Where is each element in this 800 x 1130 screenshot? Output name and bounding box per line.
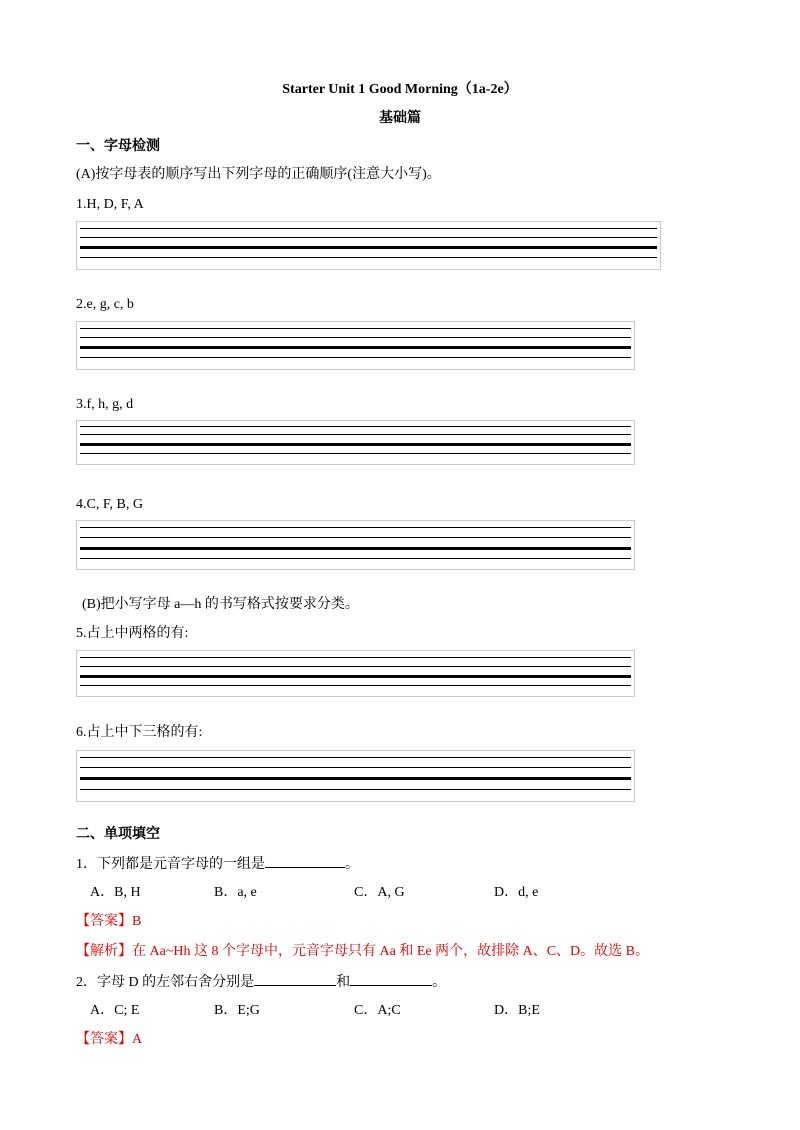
writing-lines-6[interactable] [76, 750, 635, 802]
section2-heading: 二、单项填空 [76, 827, 160, 842]
writing-line [80, 337, 631, 338]
answer-blank-left[interactable] [254, 973, 336, 986]
writing-line [80, 453, 631, 454]
question-6-prompt: 6.占上中下三格的有: [76, 725, 203, 740]
writing-line [80, 257, 657, 258]
answer-blank-right[interactable] [350, 973, 432, 986]
mc-question-2-stem-mid: 和 [336, 975, 351, 990]
option-b[interactable]: B．a, e [214, 885, 257, 900]
part-a-instruction: (A)按字母表的顺序写出下列字母的正确顺序(注意大小写)。 [76, 167, 441, 182]
option-c[interactable]: C．A;C [354, 1003, 401, 1018]
question-3-prompt: 3.f, h, g, d [76, 397, 134, 412]
mc-question-1 [76, 855, 359, 874]
question-4-prompt: 4.C, F, B, G [76, 497, 143, 512]
writing-line [80, 537, 631, 538]
writing-lines-5[interactable] [76, 650, 635, 697]
document-subtitle: 基础篇 [379, 111, 421, 126]
option-d[interactable]: D．d, e [494, 885, 539, 900]
writing-lines-3[interactable] [76, 420, 635, 465]
option-c[interactable]: C．A, G [354, 885, 405, 900]
writing-line [80, 426, 631, 427]
writing-lines-4[interactable] [76, 520, 635, 570]
writing-line [80, 434, 631, 435]
part-b-instruction: (B)把小写字母 a—h 的书写格式按要求分类。 [82, 597, 359, 612]
writing-line [80, 757, 631, 758]
writing-line [80, 657, 631, 658]
question-1-prompt: 1.H, D, F, A [76, 197, 144, 212]
mc-question-2-stem-end: 。 [432, 975, 447, 990]
writing-line [80, 685, 631, 686]
mc-question-1-stem: 1．下列都是元音字母的一组是 [76, 857, 265, 872]
writing-line [80, 666, 631, 667]
writing-lines-2[interactable] [76, 321, 635, 370]
analysis-1: 【解析】在 Aa~Hh 这 8 个字母中，元音字母只有 Aa 和 Ee 两个，故排除 A、C、D。故选 B。 [76, 944, 649, 959]
mc-question-2 [76, 973, 446, 992]
writing-line-baseline [80, 675, 631, 678]
writing-line [80, 228, 657, 229]
writing-line [80, 328, 631, 329]
answer-1: 【答案】B [76, 914, 142, 929]
section1-heading: 一、字母检测 [76, 139, 160, 154]
writing-line-baseline [80, 777, 631, 780]
option-b[interactable]: B．E;G [214, 1003, 260, 1018]
writing-line [80, 357, 631, 358]
document-title: Starter Unit 1 Good Morning（1a-2e） [282, 82, 518, 97]
writing-line [80, 558, 631, 559]
writing-line-baseline [80, 246, 657, 249]
mc-question-1-stem-end: 。 [345, 857, 359, 872]
option-a[interactable]: A．B, H [90, 885, 141, 900]
answer-blank[interactable] [265, 855, 345, 868]
writing-lines-1[interactable] [76, 221, 661, 270]
writing-line [80, 789, 631, 790]
writing-line-baseline [80, 547, 631, 550]
option-a[interactable]: A．C; E [90, 1003, 140, 1018]
writing-line [80, 237, 657, 238]
writing-line [80, 527, 631, 528]
writing-line-baseline [80, 443, 631, 446]
question-5-prompt: 5.占上中两格的有: [76, 626, 189, 641]
mc-question-2-stem: 2．字母 D 的左邻右舍分别是 [76, 975, 255, 990]
option-d[interactable]: D．B;E [494, 1003, 540, 1018]
writing-line-baseline [80, 346, 631, 349]
writing-line [80, 767, 631, 768]
answer-2: 【答案】A [76, 1032, 143, 1047]
question-2-prompt: 2.e, g, c, b [76, 297, 134, 312]
